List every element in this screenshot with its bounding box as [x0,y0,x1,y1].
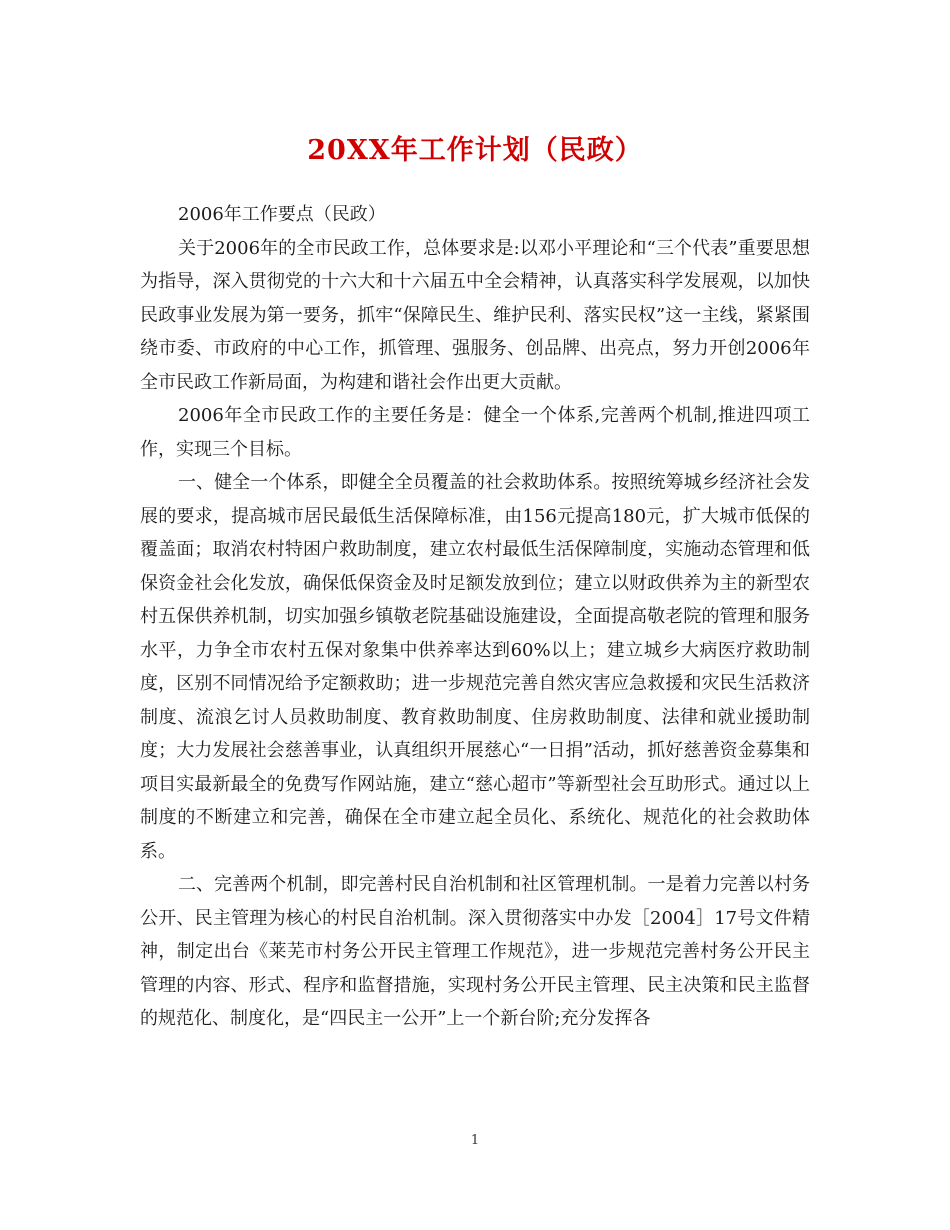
paragraph: 一、健全一个体系，即健全全员覆盖的社会救助体系。按照统筹城乡经济社会发展的要求，提高城市居民最低生活保障标准，由156元提高180元，扩大城市低保的覆盖面；取消农村特困户救助制度，建立农村最低生活保障制度，实施动态管理和低保资金社会化发放，确保低保资金及时足额发放到位；建立以财政供养为主的新型农村五保供养机制，切实加强乡镇敬老院基础设施建设，全面提高敬老院的管理和服务水平，力争全市农村五保对象集中供养率达到60%以上；建立城乡大病医疗救助制度，区别不同情况给予定额救助；进一步规范完善自然灾害应急救援和灾民生活救济制度、流浪乞讨人员救助制度、教育救助制度、住房救助制度、法律和就业援助制度；大力发展社会慈善事业，认真组织开展慈心“一日捐”活动，抓好慈善资金募集和项目实最新最全的免费写作网站施，建立“慈心超市”等新型社会互助形式。通过以上制度的不断建立和完善，确保在全市建立起全员化、系统化、规范化的社会救助体系。 [140,472,810,862]
page-number: 1 [470,1133,480,1148]
paragraph: 二、完善两个机制，即完善村民自治机制和社区管理机制。一是着力完善以村务公开、民主管理为核心的村民自治机制。深入贯彻落实中办发［2004］17号文件精神，制定出台《莱芜市村务公开民主管理工作规范》，进一步规范完善村务公开民主管理的内容、形式、程序和监督措施，实现村务公开民主管理、民主决策和民主监督的规范化、制度化，是“四民主一公开”上一个新台阶;充分发挥各 [140,874,810,1029]
paragraph: 2006年全市民政工作的主要任务是：健全一个体系,完善两个机制,推进四项工作，实现三个目标。 [140,405,810,460]
document-body [140,198,810,1036]
document-title: 20XX年工作计划（民政） [307,135,643,166]
paragraph-heading: 2006年工作要点（民政） [178,204,386,225]
paragraph: 关于2006年的全市民政工作，总体要求是:以邓小平理论和“三个代表”重要思想为指导，深入贯彻党的十六大和十六届五中全会精神，认真落实科学发展观，以加快民政事业发展为第一要务，抓牢“保障民生、维护民利、落实民权”这一主线，紧紧围绕市委、市政府的中心工作，抓管理、强服务、创品牌、出亮点，努力开创2006年全市民政工作新局面，为构建和谐社会作出更大贡献。 [140,237,810,393]
